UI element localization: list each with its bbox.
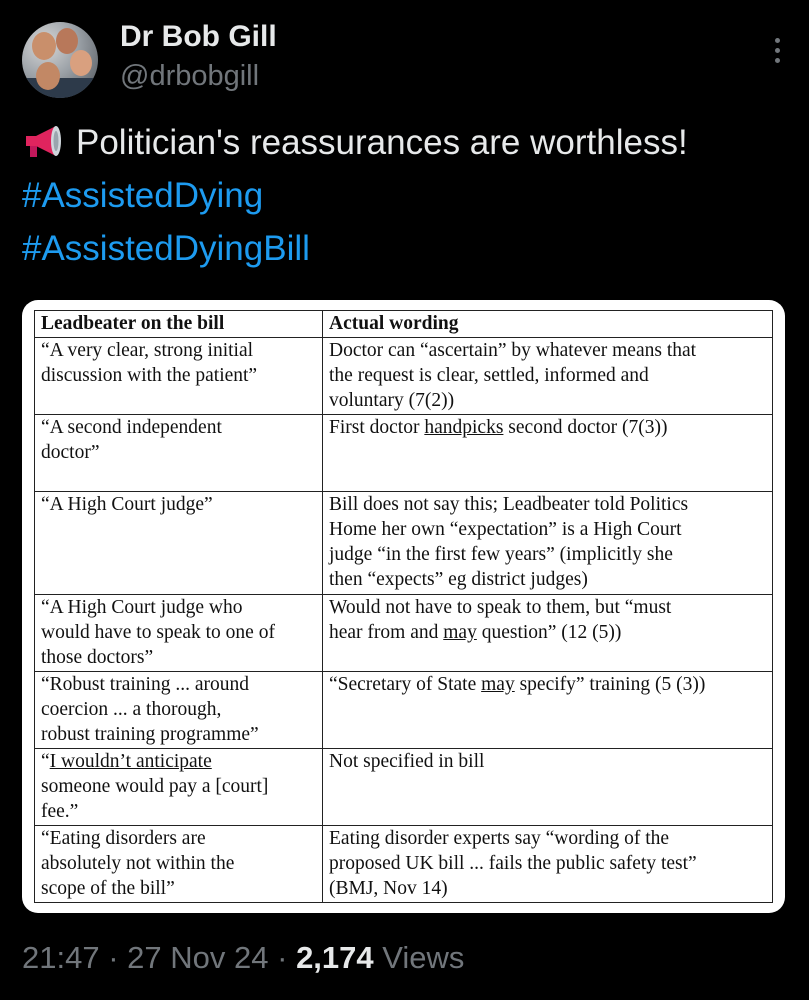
table-cell: Would not have to speak to them, but “must hear from and may question” (12 (5)) [323,595,773,672]
hashtag-assisted-dying-bill[interactable]: #AssistedDyingBill [22,229,310,268]
table-cell: Eating disorder experts say “wording of the proposed UK bill ... fails the public safety test” (BMJ, Nov 14) [323,826,773,903]
table-row [35,672,773,749]
table-header-row [35,311,773,338]
table-row [35,749,773,826]
hashtag-assisted-dying[interactable]: #AssistedDying [22,176,264,215]
avatar[interactable] [22,22,98,98]
tweet-header [22,20,792,100]
tweet-time[interactable]: 21:47 [22,940,100,975]
more-options-icon[interactable] [772,38,782,68]
tweet-meta [22,940,464,976]
table-cell: “A second independent doctor” [35,415,323,492]
table-cell: “A High Court judge” [35,492,323,595]
table-cell: Bill does not say this; Leadbeater told Politics Home her own “expectation” is a High Court judge “in the first few years” (implicitly she then “expects” eg district judges) [323,492,773,595]
table-cell: “Secretary of State may specify” training (5 (3)) [323,672,773,749]
tweet-date[interactable]: 27 Nov 24 [127,940,269,975]
tweet-image[interactable] [22,300,785,913]
display-name[interactable]: Dr Bob Gill [120,20,277,53]
table-row [35,415,773,492]
megaphone-icon [22,122,66,162]
table-row [35,595,773,672]
meta-separator: · [108,940,119,975]
table-cell: “Eating disorders are absolutely not within the scope of the bill” [35,826,323,903]
table-cell: “A very clear, strong initial discussion with the patient” [35,338,323,415]
tweet-main-text: Politician's reassurances are worthless! [76,123,688,162]
meta-separator: · [277,940,288,975]
views-count[interactable]: 2,174 [296,940,374,975]
table-cell: “A High Court judge who would have to speak to one of those doctors” [35,595,323,672]
table-row [35,826,773,903]
views-label[interactable]: Views [382,940,465,975]
user-handle[interactable]: @drbobgill [120,60,260,92]
column-header: Actual wording [323,311,773,338]
comparison-table [34,310,773,903]
table-cell: “Robust training ... around coercion ... a thorough, robust training programme” [35,672,323,749]
tweet-text-line [22,116,792,169]
table-row [35,338,773,415]
column-header: Leadbeater on the bill [35,311,323,338]
table-row [35,492,773,595]
table-cell: Doctor can “ascertain” by whatever means that the request is clear, settled, informed and voluntary (7(2)) [323,338,773,415]
tweet-text [22,116,792,275]
table-cell: First doctor handpicks second doctor (7(3)) [323,415,773,492]
table-cell: Not specified in bill [323,749,773,826]
table-cell: “I wouldn’t anticipate someone would pay a [court] fee.” [35,749,323,826]
